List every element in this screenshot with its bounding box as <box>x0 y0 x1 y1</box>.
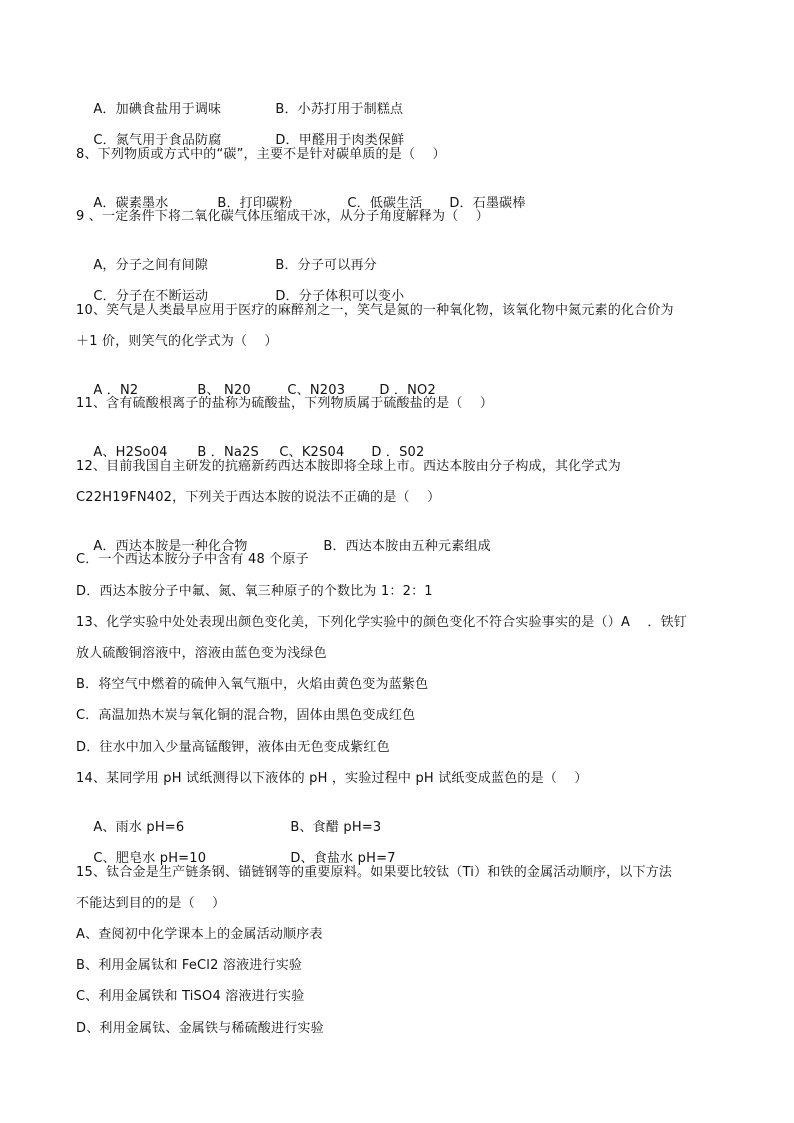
option-b: B、 N20 <box>197 383 251 398</box>
option-d: D、利用金属钛、金属铁与稀硫酸进行实验 <box>76 1021 324 1036</box>
option-a: A、查阅初中化学课本上的金属活动顺序表 <box>76 927 323 942</box>
option-c: C．低碳生活 <box>347 196 423 211</box>
question-14: 14、某同学用 pH 试纸测得以下液体的 pH ，实验过程中 pH 试纸变成蓝色的是（ ） <box>76 771 588 786</box>
option-b: B．打印碳粉 <box>217 196 293 211</box>
option-c: C．高温加热木炭与氧化铜的混合物，固体由黑色变成红色 <box>76 708 416 723</box>
option-d: D．甲醛用于肉类保鲜 <box>275 133 405 148</box>
question-15: 15、钛合金是生产链条钢、锚链钢等的重要原料。如果要比较钛（Ti）和铁的金属活动顺序，以下方法 <box>76 865 673 880</box>
option-d: D．西达本胺分子中氟、氮、氧三种原子的个数比为 1：2：1 <box>76 584 433 599</box>
option-c: C、N203 <box>287 383 346 398</box>
option-b: B．分子可以再分 <box>275 258 377 273</box>
option-b: B．将空气中燃着的硫伸入氧气瓶中，火焰由黄色变为蓝紫色 <box>76 677 429 692</box>
option-d: D．分子体积可以变小 <box>275 289 405 304</box>
option-a: A．碳素墨水 <box>93 196 169 211</box>
option-a: A．加碘食盐用于调味 <box>93 102 222 117</box>
question-13: 13、化学实验中处处表现出颜色变化美，下列化学实验中的颜色变化不符合实验事实的是（）A ．铁钉 <box>76 615 687 630</box>
option-c: C、K2S04 <box>279 445 345 460</box>
option-c: C．分子在不断运动 <box>93 289 209 304</box>
option-d: D．往水中加入少量高锰酸钾，液体由无色变成紫红色 <box>76 740 390 755</box>
option-a: A，分子之间有间隙 <box>93 258 209 273</box>
option-a: A、H2So04 <box>93 445 168 460</box>
option-b: B ．Na2S <box>197 445 260 460</box>
option-c: C、利用金属铁和 TiSO4 溶液进行实验 <box>76 989 305 1004</box>
question-13-cont: 放人硫酸铜溶液中，溶液由蓝色变为浅绿色 <box>76 646 327 661</box>
option-c: C、肥皂水 pH=10 <box>93 851 207 866</box>
option-b: B．西达本胺由五种元素组成 <box>323 539 491 554</box>
option-a: A ．N2 <box>93 383 139 398</box>
option-b: B．小苏打用于制糕点 <box>275 102 404 117</box>
option-b: B、利用金属钛和 FeCl2 溶液进行实验 <box>76 958 303 973</box>
option-b: B、食醋 pH=3 <box>290 820 382 835</box>
question-10: 10、笑气是人类最早应用于医疗的麻醉剂之一，笑气是氮的一种氧化物，该氧化物中氮元素的化合价为 <box>76 303 674 318</box>
question-10-cont: ＋1 价，则笑气的化学式为（ ） <box>76 334 278 349</box>
option-c: C．一个西达本胺分子中含有 48 个原子 <box>76 552 309 567</box>
option-d: D、食盐水 pH=7 <box>290 851 396 866</box>
question-9: 9 、一定条件下将二氧化碳气体压缩成干冰，从分子角度解释为（ ） <box>76 209 489 224</box>
option-d: D ．NO2 <box>379 383 436 398</box>
option-a: A．西达本胺是一种化合物 <box>93 539 248 554</box>
option-d: D ．S02 <box>371 445 425 460</box>
question-11: 11、含有硫酸根离子的盐称为硫酸盐，下列物质属于硫酸盐的是（ ） <box>76 396 494 411</box>
question-15-cont: 不能达到目的的是（ ） <box>76 896 226 911</box>
option-d: D．石墨碳棒 <box>449 196 526 211</box>
option-c: C．氮气用于食品防腐 <box>93 133 222 148</box>
option-a: A、雨水 pH=6 <box>93 820 185 835</box>
question-12: 12、目前我国自主研发的抗癌新药西达本胺即将全球上市。西达本胺由分子构成，其化学式为 <box>76 459 621 474</box>
question-8: 8、下列物质或方式中的“碳”，主要不是针对碳单质的是（ ） <box>76 147 446 162</box>
question-12-cont: C22H19FN402，下列关于西达本胺的说法不正确的是（ ） <box>76 490 441 505</box>
